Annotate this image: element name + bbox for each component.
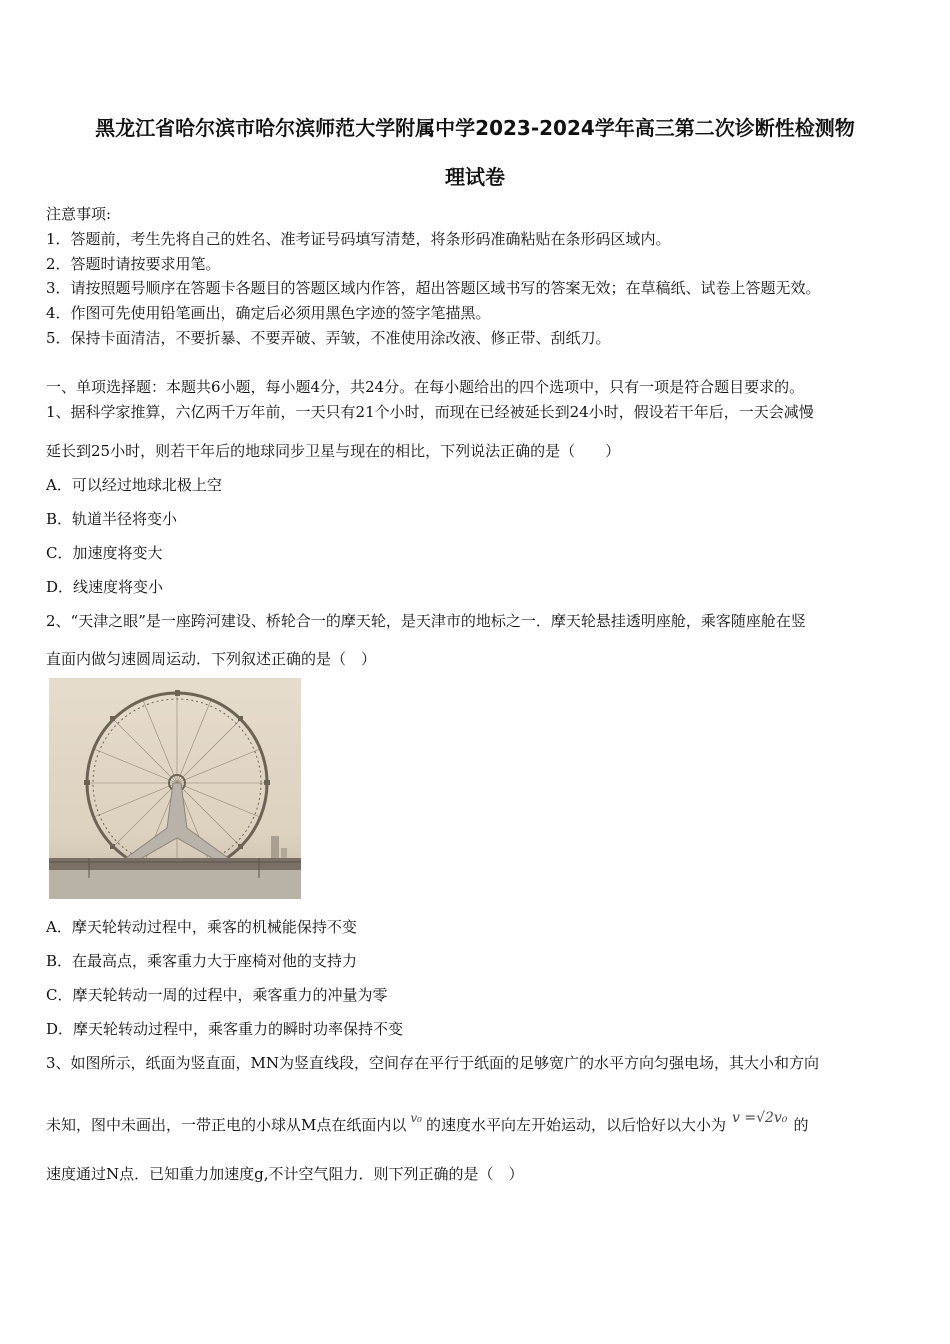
exam-title-line1: 黑龙江省哈尔滨市哈尔滨师范大学附属中学2023-2024学年高三第二次诊断性检测物 [95, 116, 855, 140]
section-heading: 一、单项选择题：本题共6小题，每小题4分，共24分。在每小题给出的四个选项中，只有一项是符合题目要求的。 [46, 378, 805, 396]
note-item-4: 4．作图可先使用铅笔画出，确定后必须用黑色字迹的签字笔描黑。 [46, 304, 491, 322]
q1-option-b: B．轨道半径将变小 [46, 510, 178, 528]
q3-stem-line2 [46, 1110, 809, 1135]
q2-stem-line2: 直面内做匀速圆周运动．下列叙述正确的是（ ） [46, 650, 377, 668]
q3-text-a: 未知，图中未画出，一带正电的小球从M点在纸面内以 [46, 1116, 407, 1134]
note-item-3: 3．请按照题号顺序在答题卡各题目的答题区域内作答，超出答题区域书写的答案无效；在草稿纸、试卷上答题无效。 [46, 279, 821, 297]
notes-heading: 注意事项: [46, 205, 112, 223]
note-item-1: 1．答题前，考生先将自己的姓名、准考证号码填写清楚，将条形码准确粘贴在条形码区域内。 [46, 230, 671, 248]
q2-stem-line1: 2、“天津之眼”是一座跨河建设、桥轮合一的摩天轮，是天津市的地标之一．摩天轮悬挂透明座舱，乘客随座舱在竖 [46, 612, 806, 630]
q3-stem-line3: 速度通过N点．已知重力加速度g,不计空气阻力．则下列正确的是（ ） [46, 1165, 524, 1183]
q1-stem-line2: 延长到25小时，则若干年后的地球同步卫星与现在的相比，下列说法正确的是（ ） [46, 442, 621, 460]
q2-option-b: B．在最高点，乘客重力大于座椅对他的支持力 [46, 952, 358, 970]
q1-option-c: C．加速度将变大 [46, 544, 163, 562]
q1-stem-line1: 1、据科学家推算，六亿两千万年前，一天只有21个小时，而现在已经被延长到24小时，假设若干年后，一天会减慢 [46, 403, 814, 421]
ferris-wheel-photo [49, 678, 301, 899]
v0-symbol: v₀ [410, 1111, 422, 1125]
q2-option-a: A．摩天轮转动过程中，乘客的机械能保持不变 [46, 918, 357, 936]
q2-option-d: D．摩天轮转动过程中，乘客重力的瞬时功率保持不变 [46, 1020, 404, 1038]
q3-stem-line1: 3、如图所示，纸面为竖直面，MN为竖直线段，空间存在平行于纸面的足够宽广的水平方向匀强电场，其大小和方向 [46, 1054, 820, 1072]
q1-option-d: D．线速度将变小 [46, 578, 164, 596]
velocity-expression: v =√2v₀ [731, 1110, 788, 1126]
note-item-2: 2．答题时请按要求用笔。 [46, 255, 221, 273]
note-item-5: 5．保持卡面清洁，不要折暴、不要弄破、弄皱，不准使用涂改液、修正带、刮纸刀。 [46, 329, 611, 347]
exam-title-line2: 理试卷 [445, 165, 505, 189]
q2-option-c: C．摩天轮转动一周的过程中，乘客重力的冲量为零 [46, 986, 388, 1004]
q3-text-b: 的速度水平向左开始运动，以后恰好以大小为 [425, 1116, 726, 1134]
q1-option-a: A．可以经过地球北极上空 [46, 476, 222, 494]
q3-text-c: 的 [793, 1116, 809, 1134]
